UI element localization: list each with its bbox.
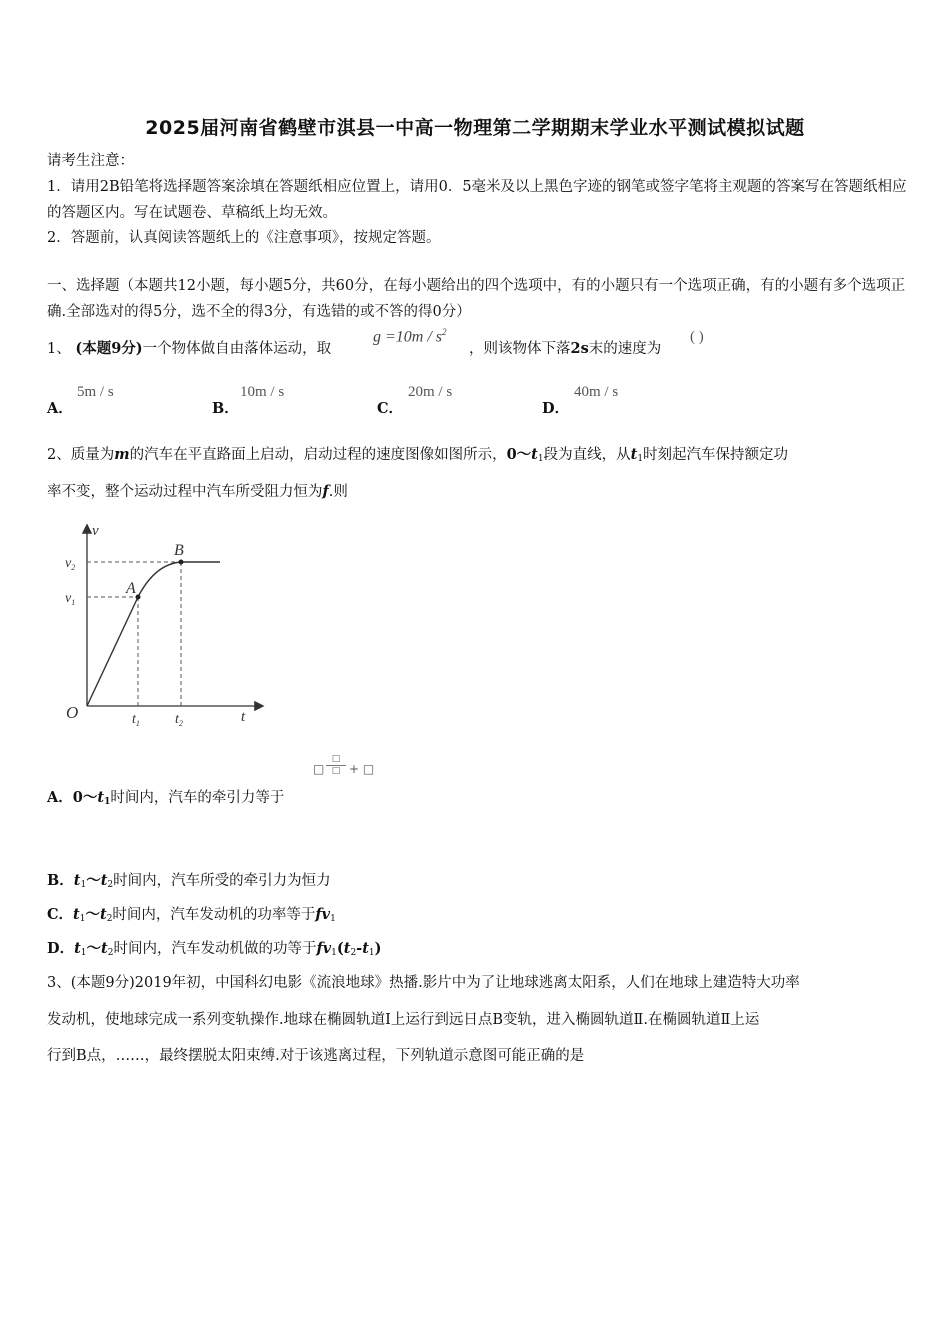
q3-line2: 发动机，使地球完成一系列变轨操作.地球在椭圆轨道Ⅰ上运行到远日点B变轨，进入椭圆轨道Ⅱ.在椭圆轨道Ⅱ上运 <box>47 1012 760 1028</box>
velocity-time-graph <box>60 518 270 733</box>
q1-optC-value: 20m / s <box>408 384 453 400</box>
q1-formula-g: $g =10m / s^2$ <box>373 327 447 346</box>
q1-optD-label: D． <box>542 400 570 417</box>
q2-line1: 2、质量为m的汽车在平直路面上启动，启动过程的速度图像如图所示，$0\sim t_1$段为直线，从$t_1$时刻起汽车保持额定功 <box>47 446 789 464</box>
q2-optA-plus: + □ <box>349 762 375 776</box>
q2-optC: C．$t_1\sim t_2$时间内，汽车发动机的功率等于$fv_1$ <box>47 906 336 924</box>
page-title: 2025届河南省鹤壁市淇县一中高一物理第二学期期末学业水平测试模拟试题 <box>145 117 805 139</box>
q2-optD: D．$t_1\sim t_2$时间内，汽车发动机做的功等于$fv_1(t_2-t_1)$ <box>47 940 382 958</box>
v2-label: $v_2$ <box>65 556 76 572</box>
q2-optA-formula: □ <box>313 762 325 776</box>
q1-paren: ( ) <box>690 329 704 345</box>
curve-segment <box>138 562 181 597</box>
q1-optB-label: B． <box>212 400 239 417</box>
q1-num: 1、 <box>47 341 71 357</box>
q1-stem <box>47 339 331 359</box>
q3-line3: 行到B点，……，最终摆脱太阳束缚.对于该逃离过程，下列轨道示意图可能正确的是 <box>47 1048 585 1064</box>
point-a-label: A <box>126 580 136 597</box>
q2-line2: 率不变，整个运动过程中汽车所受阻力恒为f.则 <box>47 483 348 500</box>
q1-stem-b: ，则该物体下落2s末的速度为 <box>469 340 662 357</box>
q2-optA: A．$0\sim t_1$时间内，汽车的牵引力等于 <box>47 789 285 807</box>
linear-segment <box>87 597 138 706</box>
point-b-dot <box>179 560 184 565</box>
q1-time: 2s <box>570 340 589 357</box>
q3-line1: 3、(本题9分)2019年初，中国科幻电影《流浪地球》热播.影片中为了让地球逃离太阳系，人们在地球上建造特大功率 <box>47 975 800 991</box>
q1-optC-label: C． <box>377 400 404 417</box>
t1-label: $t_1$ <box>132 712 140 728</box>
q1-optD-value: 40m / s <box>574 384 619 400</box>
notice-item-1: 1．请用2B铅笔将选择题答案涂填在答题纸相应位置上，请用0．5毫米及以上黑色字迹的钢笔或签字笔将主观题的答案写在答题纸相应的答题区内。写在试题卷、草稿纸上均无效。 <box>47 179 907 221</box>
notice-heading: 请考生注意： <box>47 153 134 169</box>
point-a-dot <box>136 595 141 600</box>
q1-optB-value: 10m / s <box>240 384 285 400</box>
q1-optA-value: 5m / s <box>77 384 114 400</box>
t2-label: $t_2$ <box>175 712 183 728</box>
q2-optA-fraction: □ □ <box>326 754 346 777</box>
t-axis-label: t <box>241 709 246 725</box>
v-axis-label: v <box>92 523 99 539</box>
q2-optB: B．$t_1\sim t_2$时间内，汽车所受的牵引力为恒力 <box>47 872 331 890</box>
v1-label: $v_1$ <box>65 591 76 607</box>
point-b-label: B <box>174 542 184 559</box>
q1-score: (本题9分) <box>75 340 143 357</box>
section1-header: 一、选择题（本题共12小题，每小题5分，共60分，在每小题给出的四个选项中，有的小题只有一个选项正确，有的小题有多个选项正确.全部选对的得5分，选不全的得3分，有选错的或不答的得0分） <box>47 278 906 320</box>
q1-text-a: 一个物体做自由落体运动，取 <box>142 341 332 357</box>
origin-label: O <box>66 703 79 722</box>
notice-item-2: 2．答题前，认真阅读答题纸上的《注意事项》，按规定答题。 <box>47 230 441 246</box>
q1-optA-label: A． <box>47 400 73 417</box>
